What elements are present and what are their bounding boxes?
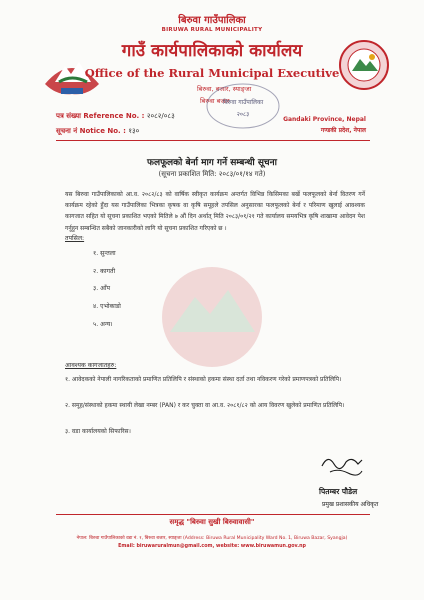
footer-address: नेपाल: बिरुवा गाउँपालिकाको वडा नं. १, बिरुवा बजार, स्याङ्जा (Address: Biruwa Rural Municipality Ward No. 1, Biruwa Bazar, Syangja) bbox=[76, 536, 348, 541]
dispatch-stamp bbox=[198, 80, 288, 132]
fruit-list bbox=[93, 248, 121, 336]
notice-value: १३० bbox=[128, 127, 140, 135]
doc-item: २. समूह/संस्थाको हकमा स्थायी लेखा नम्बर (PAN) र कर चुक्ता वा आ.व. २०८१/८२ को आय विवरण खुलेको प्रमाणित प्रतिलिपि। bbox=[65, 402, 345, 409]
reference-label: पत्र संख्या Reference No. : bbox=[56, 112, 145, 120]
notice-body: यस बिरुवा गाउँपालिकाको आ.व. २०८२/८३ को वार्षिक स्वीकृत कार्यक्रम अन्तर्गत विभिन्न किसिमका बर्खे फलफूलको बेर्ना वितरण गर्ने कार्यक्रम रहेको हुँदा यस गाउँपालिका भित्रका कृषक वा कृषि समूहले तपसिल अनुसारका फलफूलको बेर्ना र परिमाण खुलाई आवश्यक कागजात सहित यो सूचना प्रकाशित भएको मितिले ७ औं दिन अर्थात् मिति २०८३/०१/२१ गते कार्यालय समयभित्र कृषि शाखामा आवेदन पेश गर्नुहुन सम्बन्धित सबैको जानकारीको लागि यो सूचना प्रकाशित गरिएको छ । bbox=[65, 191, 365, 232]
docs-label: आवश्यक कागजातहरु: bbox=[65, 362, 117, 369]
reference-number bbox=[56, 112, 175, 121]
stamp-date: २०८३ bbox=[236, 111, 250, 118]
reference-value: २०८२/०८३ bbox=[146, 112, 175, 120]
footer-contact: Email: biruwaruralmun@gmail.com, website: www.biruwamun.gov.np bbox=[118, 544, 306, 549]
list-item: ४. एभोकाडो bbox=[93, 303, 121, 311]
stamp-text: बिरुवा गाउँपालिका bbox=[222, 99, 264, 106]
municipality-name-en: BIRUWA RURAL MUNICIPALITY bbox=[161, 27, 263, 33]
doc-item: १. आवेदकको नेपाली नागरिकताको प्रमाणित प्रतिलिपि र संस्थाको हकमा संस्था दर्ता तथा नविकरण गरेको प्रमाणपत्रको प्रतिलिपि। bbox=[65, 376, 342, 383]
list-item: १. सुन्तला bbox=[93, 250, 116, 257]
signer-title: प्रमुख प्रशासकीय अधिकृत bbox=[322, 501, 379, 508]
list-label: तपसिल: bbox=[65, 235, 85, 242]
signer-name: पितम्बर पौडेल bbox=[319, 487, 358, 496]
list-item: २. कागती bbox=[93, 267, 116, 275]
footer-motto: समृद्ध "बिरुवा सुखी बिरुवावासी" bbox=[169, 518, 255, 526]
province-np: गण्डकी प्रदेश, नेपाल bbox=[320, 127, 366, 134]
notice-subtitle: (सूचना प्रकाशित मिति: २०८३/०१/१४ गते) bbox=[158, 170, 266, 178]
signature-image bbox=[318, 452, 366, 478]
footer-divider bbox=[56, 514, 370, 515]
notice-label: सूचना नं Notice No. : bbox=[56, 127, 126, 135]
address-line-1: बिरुवा, बजार, स्याङ्जा bbox=[197, 85, 252, 93]
header-divider bbox=[56, 140, 370, 141]
list-item: ३. आँप bbox=[93, 285, 110, 293]
list-item: ५. अन्य। bbox=[93, 320, 113, 328]
doc-item: ३. वडा कार्यालयको सिफारिस। bbox=[65, 428, 131, 435]
province-en: Gandaki Province, Nepal bbox=[283, 116, 366, 123]
municipality-name-np: बिरुवा गाउँपालिका bbox=[178, 15, 246, 26]
office-name-en: Office of the Rural Municipal Executive bbox=[84, 66, 340, 80]
notice-title: फलफूलको बेर्ना माग गर्ने सम्बन्धी सूचना bbox=[147, 158, 277, 168]
notice-number bbox=[56, 127, 139, 136]
office-name-np: गाउँ कार्यपालिकाको कार्यालय bbox=[121, 41, 303, 61]
emblem-watermark bbox=[140, 262, 285, 372]
address-line-2: बिरुवा बजार bbox=[200, 97, 230, 105]
